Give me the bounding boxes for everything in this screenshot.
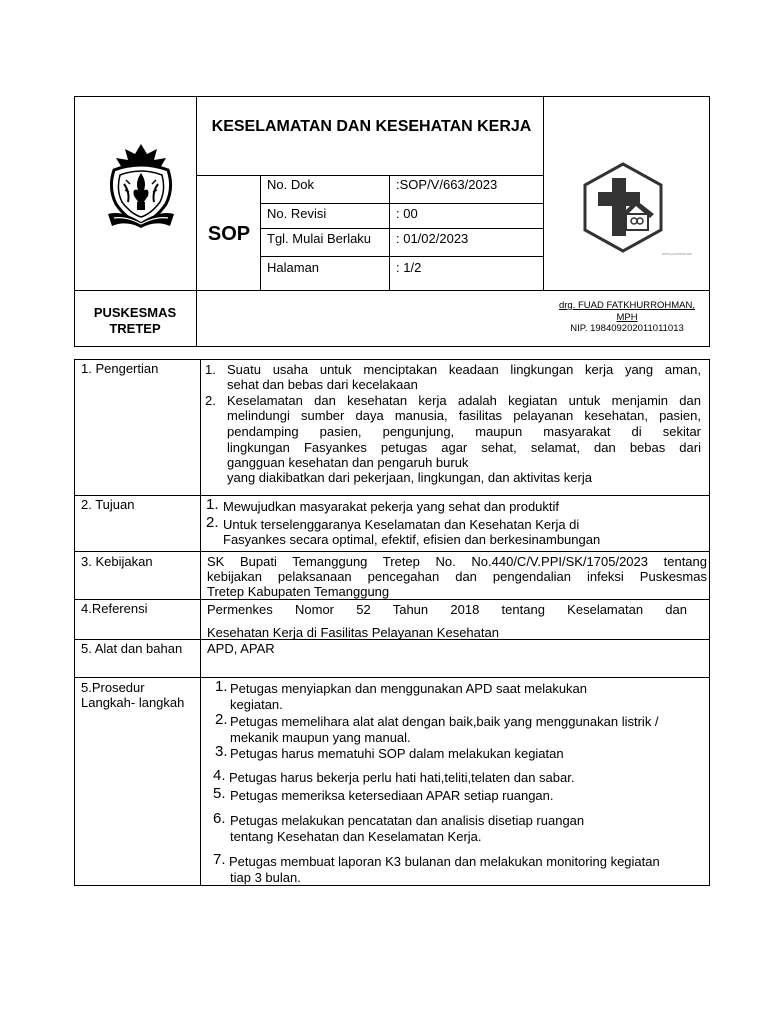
list-number: 1. — [206, 496, 219, 513]
meta-label-tgl-mulai: Tgl. Mulai Berlaku — [267, 231, 372, 246]
list-item: lingkungan Fasyankes petugas agar sehat, selamat, dan bebas dari — [227, 440, 701, 455]
meta-value-no-dok: :SOP/V/663/2023 — [396, 177, 498, 192]
list-item: melindungi sumber daya manusia, fasilitas pelayanan kesehatan, pasien, — [227, 408, 701, 423]
list-item: Untuk terselenggaranya Keselamatan dan Kesehatan Kerja di — [223, 517, 580, 532]
row-divider — [74, 677, 710, 678]
list-item: Petugas memeriksa ketersediaan APAR setiap ruangan. — [230, 788, 554, 803]
list-item: Mewujudkan masyarakat pekerja yang sehat dan produktif — [223, 499, 560, 514]
list-item: Petugas harus mematuhi SOP dalam melakukan kegiatan — [230, 746, 564, 761]
list-number: 3. — [215, 743, 228, 760]
header-divider — [260, 175, 261, 290]
reference-text-line: Kesehatan Kerja di Fasilitas Pelayanan Kesehatan — [207, 625, 499, 640]
list-item: gangguan kesehatan dan pengaruh buruk — [227, 455, 469, 470]
header-divider — [196, 96, 197, 347]
list-item: Petugas membuat laporan K3 bulanan dan melakukan monitoring kegiatan — [229, 854, 660, 869]
list-item: sehat dan bebas dari kecelakaan — [227, 377, 418, 392]
signatory-nip: NIP. 198409202011011013 — [570, 323, 684, 334]
list-number: 2. — [205, 393, 216, 408]
header-divider — [260, 228, 543, 229]
list-item: Keselamatan dan kesehatan kerja adalah kegiatan untuk menjamin dan — [227, 393, 701, 408]
logo-caption: www.puskesmas — [662, 251, 692, 256]
list-item: Petugas harus bekerja perlu hati hati,teliti,telaten dan sabar. — [229, 770, 575, 785]
document-title: KESELAMATAN DAN KESEHATAN KERJA — [211, 118, 532, 135]
content-divider — [200, 359, 201, 886]
header-divider — [196, 175, 543, 176]
organization-name-line2: TRETEP — [109, 321, 161, 336]
meta-value-no-revisi: : 00 — [396, 206, 418, 221]
list-number: 1. — [215, 678, 228, 695]
policy-text-line: SK Bupati Temanggung Tretep No. No.440/C/V.PPI/SK/1705/2023 tentang — [207, 554, 707, 569]
meta-label-halaman: Halaman — [267, 260, 320, 275]
section-label-alat: 5. Alat dan bahan — [81, 641, 183, 656]
list-number: 2. — [215, 711, 228, 728]
list-item: Fasyankes secara optimal, efektif, efisien dan berkesinambungan — [223, 532, 601, 547]
row-divider — [74, 551, 710, 552]
sop-label: SOP — [207, 223, 251, 245]
signatory-name: drg. FUAD FATKHURROHMAN, — [558, 300, 695, 311]
section-label-referensi: 4.Referensi — [81, 601, 148, 616]
meta-label-no-dok: No. Dok — [267, 177, 314, 192]
list-item: tiap 3 bulan. — [230, 870, 301, 885]
list-item: tentang Kesehatan dan Keselamatan Kerja. — [230, 829, 482, 844]
list-item: pendamping pasien, pengunjung, maupun masyarakat di sekitar — [227, 424, 701, 439]
list-number: 1. — [205, 362, 216, 377]
policy-text-line: Tretep Kabupaten Temanggung — [207, 584, 390, 599]
list-item: Petugas menyiapkan dan menggunakan APD saat melakukan — [230, 681, 588, 696]
section-label-kebijakan: 3. Kebijakan — [81, 554, 153, 569]
row-divider — [74, 495, 710, 496]
list-number: 2. — [206, 514, 219, 531]
meta-value-halaman: : 1/2 — [396, 260, 422, 275]
meta-value-tgl-mulai: : 01/02/2023 — [396, 231, 469, 246]
meta-label-no-revisi: No. Revisi — [267, 206, 327, 221]
organization-name-line1: PUSKESMAS — [93, 305, 177, 320]
list-item: yang diakibatkan dari pekerjaan, lingkungan, dan aktivitas kerja — [227, 470, 592, 485]
list-item: Petugas memelihara alat alat dengan baik,baik yang menggunakan listrik / — [230, 714, 659, 729]
list-number: 5. — [213, 785, 226, 802]
policy-text-line: kebijakan pelaksanaan pencegahan dan pengendalian infeksi Puskesmas — [207, 569, 707, 584]
header-divider — [389, 175, 390, 290]
section-label-tujuan: 2. Tujuan — [81, 497, 135, 512]
section-label-prosedur-sub: Langkah- langkah — [81, 695, 185, 710]
header-divider — [260, 203, 543, 204]
header-divider — [74, 290, 710, 291]
puskesmas-logo — [580, 160, 666, 255]
list-item: mekanik maupun yang manual. — [230, 730, 411, 745]
list-item: Petugas melakukan pencatatan dan analisis disetiap ruangan — [230, 813, 585, 828]
list-number: 7. — [213, 851, 226, 868]
list-number: 4. — [213, 767, 226, 784]
reference-text-line: Permenkes Nomor 52 Tahun 2018 tentang Keselamatan dan — [207, 602, 687, 617]
header-divider — [543, 96, 544, 290]
regency-emblem — [100, 140, 182, 230]
section-label-prosedur: 5.Prosedur — [81, 680, 145, 695]
section-label-pengertian: 1. Pengertian — [81, 361, 159, 376]
list-item: kegiatan. — [230, 697, 283, 712]
list-item: Suatu usaha untuk menciptakan keadaan lingkungan kerja yang aman, — [227, 362, 701, 377]
row-divider — [74, 599, 710, 600]
list-number: 6. — [213, 810, 226, 827]
header-divider — [260, 256, 543, 257]
tools-value: APD, APAR — [207, 641, 275, 656]
signatory-degree: MPH — [616, 312, 638, 323]
